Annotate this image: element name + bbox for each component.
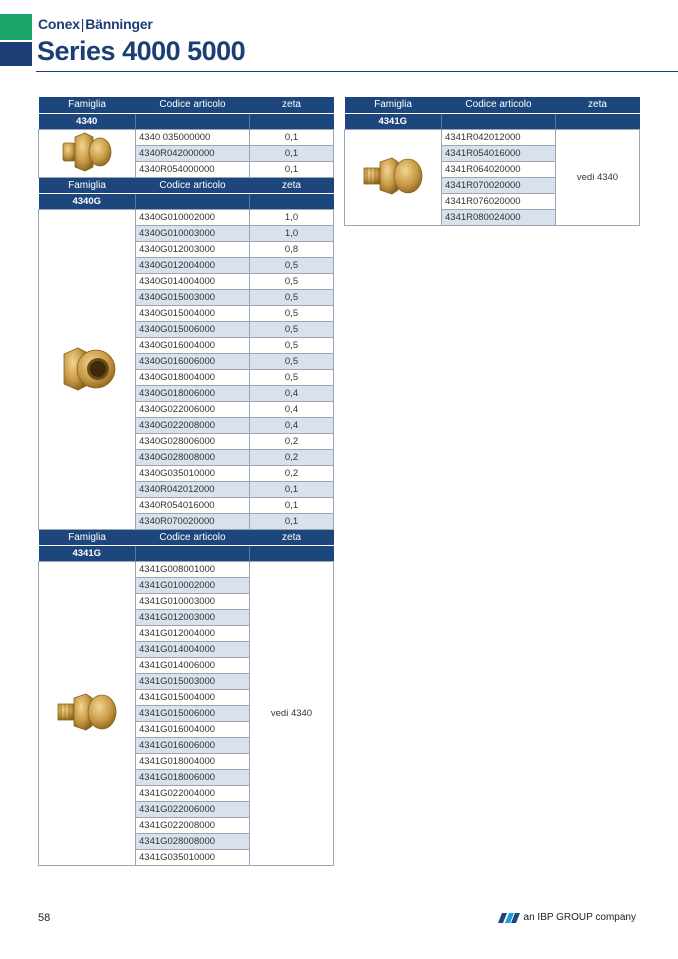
col-codice: Codice articolo	[136, 177, 250, 193]
table-row	[39, 129, 334, 145]
article-code: 4340G022008000	[136, 417, 250, 433]
col-famiglia: Famiglia	[39, 97, 136, 113]
article-code: 4341R064020000	[442, 161, 556, 177]
article-code: 4341G014004000	[136, 641, 250, 657]
col-zeta: zeta	[250, 97, 334, 113]
col-zeta: zeta	[250, 177, 334, 193]
article-code: 4341G010003000	[136, 593, 250, 609]
t4340G-product-image	[39, 209, 136, 529]
zeta-value: 0,1	[250, 161, 334, 177]
article-code: 4340R054016000	[136, 497, 250, 513]
article-code: 4340R042012000	[136, 481, 250, 497]
family-label: 4340G	[39, 193, 136, 209]
t4341G-right-family-row	[345, 113, 640, 129]
t4341G-right-header-row	[345, 97, 640, 113]
zeta-value: 0,4	[250, 401, 334, 417]
zeta-value: 0,1	[250, 481, 334, 497]
zeta-value: 0,5	[250, 273, 334, 289]
ibp-logo-icon	[498, 913, 520, 923]
zeta-value: 0,8	[250, 241, 334, 257]
table-row	[345, 129, 640, 145]
zeta-value: 0,4	[250, 385, 334, 401]
footer-company	[498, 912, 636, 923]
article-code: 4340 035000000	[136, 129, 250, 145]
product-table-right	[344, 97, 640, 226]
article-code: 4340R054000000	[136, 161, 250, 177]
product-table-left	[38, 97, 334, 866]
brand-blue-bar	[0, 42, 32, 66]
zeta-value: 0,5	[250, 257, 334, 273]
col-famiglia: Famiglia	[345, 97, 442, 113]
article-code: 4340G028006000	[136, 433, 250, 449]
article-code: 4341R042012000	[442, 129, 556, 145]
t4341G-right-product-image	[345, 129, 442, 225]
zeta-value: 0,1	[250, 145, 334, 161]
t4341G-family-row	[39, 545, 334, 561]
zeta-value: 0,5	[250, 289, 334, 305]
article-code: 4340G012003000	[136, 241, 250, 257]
article-code: 4341G015003000	[136, 673, 250, 689]
article-code: 4340G014004000	[136, 273, 250, 289]
article-code: 4340G018004000	[136, 369, 250, 385]
article-code: 4341R070020000	[442, 177, 556, 193]
article-code: 4341G018004000	[136, 753, 250, 769]
article-code: 4340G018006000	[136, 385, 250, 401]
article-code: 4341G028008000	[136, 833, 250, 849]
article-code: 4341G022004000	[136, 785, 250, 801]
t4340G-header-row	[39, 177, 334, 193]
article-code: 4340G016006000	[136, 353, 250, 369]
article-code: 4340R042000000	[136, 145, 250, 161]
table-row	[39, 561, 334, 577]
zeta-value: 0,2	[250, 433, 334, 449]
col-zeta: zeta	[250, 529, 334, 545]
zeta-value: 0,1	[250, 513, 334, 529]
article-code: 4341G018006000	[136, 769, 250, 785]
article-code: 4341G015004000	[136, 689, 250, 705]
brand-right: Bänninger	[85, 16, 153, 32]
zeta-value: 0,5	[250, 305, 334, 321]
article-code: 4341G016006000	[136, 737, 250, 753]
zeta-value: 0,1	[250, 497, 334, 513]
zeta-value: 0,5	[250, 353, 334, 369]
article-code: 4341G022006000	[136, 801, 250, 817]
article-code: 4340G016004000	[136, 337, 250, 353]
article-code: 4340G012004000	[136, 257, 250, 273]
t4341G-right-zeta-note: vedi 4340	[556, 129, 640, 225]
article-code: 4340G028008000	[136, 449, 250, 465]
article-code: 4341R080024000	[442, 209, 556, 225]
article-code: 4340G010002000	[136, 209, 250, 225]
zeta-value: 0,4	[250, 417, 334, 433]
article-code: 4341G008001000	[136, 561, 250, 577]
article-code: 4340G010003000	[136, 225, 250, 241]
article-code: 4341R054016000	[442, 145, 556, 161]
table-row	[39, 209, 334, 225]
page-number: 58	[38, 912, 51, 924]
zeta-value: 0,2	[250, 449, 334, 465]
article-code: 4341R076020000	[442, 193, 556, 209]
col-codice: Codice articolo	[136, 97, 250, 113]
col-famiglia: Famiglia	[39, 529, 136, 545]
brand-left: Conex	[38, 16, 80, 32]
col-codice: Codice articolo	[136, 529, 250, 545]
brand-separator: |	[80, 16, 85, 32]
article-code: 4341G015006000	[136, 705, 250, 721]
t4340G-family-row	[39, 193, 334, 209]
t4340-family-row	[39, 113, 334, 129]
t4341G-zeta-note: vedi 4340	[250, 561, 334, 865]
article-code: 4341G035010000	[136, 849, 250, 865]
article-code: 4340R070020000	[136, 513, 250, 529]
article-code: 4341G022008000	[136, 817, 250, 833]
zeta-value: 0,5	[250, 337, 334, 353]
article-code: 4341G014006000	[136, 657, 250, 673]
title-rule	[36, 71, 678, 72]
article-code: 4341G016004000	[136, 721, 250, 737]
t4341G-product-image	[39, 561, 136, 865]
col-famiglia: Famiglia	[39, 177, 136, 193]
zeta-value: 0,1	[250, 129, 334, 145]
t4341G-header-row	[39, 529, 334, 545]
article-code: 4340G022006000	[136, 401, 250, 417]
article-code: 4341G012003000	[136, 609, 250, 625]
family-label: 4340	[39, 113, 136, 129]
company-text: an IBP GROUP company	[523, 912, 636, 923]
t4340-header-row	[39, 97, 334, 113]
article-code: 4340G015006000	[136, 321, 250, 337]
family-label: 4341G	[345, 113, 442, 129]
family-label: 4341G	[39, 545, 136, 561]
page-title: Series 4000 5000	[37, 36, 246, 66]
brand-logo	[38, 16, 153, 32]
col-codice: Codice articolo	[442, 97, 556, 113]
zeta-value: 0,5	[250, 369, 334, 385]
zeta-value: 1,0	[250, 225, 334, 241]
article-code: 4341G010002000	[136, 577, 250, 593]
col-zeta: zeta	[556, 97, 640, 113]
brand-green-bar	[0, 14, 32, 40]
zeta-value: 0,5	[250, 321, 334, 337]
t4340-product-image	[39, 129, 136, 177]
article-code: 4340G015004000	[136, 305, 250, 321]
zeta-value: 0,2	[250, 465, 334, 481]
zeta-value: 1,0	[250, 209, 334, 225]
article-code: 4340G015003000	[136, 289, 250, 305]
article-code: 4340G035010000	[136, 465, 250, 481]
article-code: 4341G012004000	[136, 625, 250, 641]
